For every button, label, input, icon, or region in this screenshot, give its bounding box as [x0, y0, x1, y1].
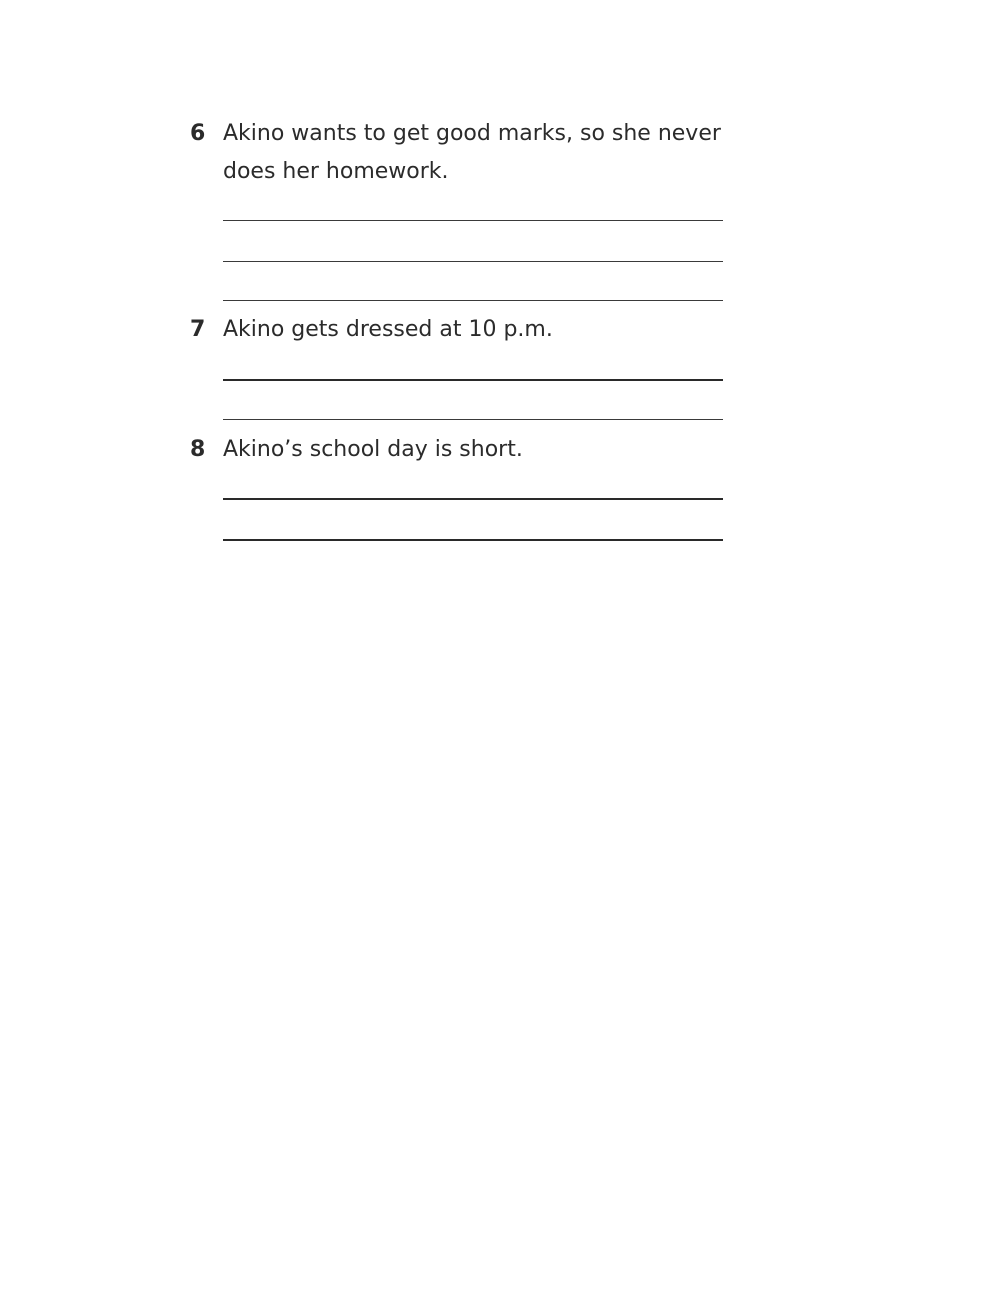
question-6-text-line-2: does her homework.: [223, 159, 449, 184]
question-6-answer-line-3[interactable]: [223, 300, 723, 301]
question-8-text: Akino’s school day is short.: [223, 437, 523, 462]
question-7-text: Akino gets dressed at 10 p.m.: [223, 317, 553, 342]
question-8-answer-line-1[interactable]: [223, 498, 723, 500]
question-7-answer-line-1[interactable]: [223, 379, 723, 381]
question-8-number: 8: [190, 437, 206, 462]
question-6-number: 6: [190, 121, 206, 146]
question-8-answer-line-2[interactable]: [223, 539, 723, 541]
question-6-answer-line-2[interactable]: [223, 261, 723, 262]
question-6-answer-line-1[interactable]: [223, 220, 723, 221]
question-7-answer-line-2[interactable]: [223, 419, 723, 420]
question-7-number: 7: [190, 317, 206, 342]
question-6-text-line-1: Akino wants to get good marks, so she never: [223, 121, 721, 146]
